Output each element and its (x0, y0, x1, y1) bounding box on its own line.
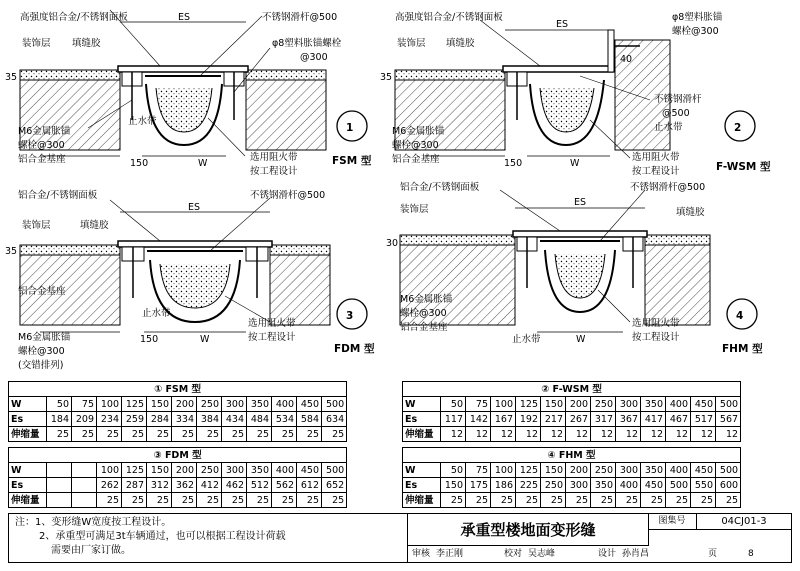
dim-40: 40 (620, 54, 633, 65)
table-cell: 75 (466, 397, 491, 412)
table-cell: 12 (566, 427, 591, 442)
table-cell: 12 (641, 427, 666, 442)
table-cell: 350 (247, 463, 272, 478)
leader (500, 190, 560, 231)
label-fire: 选用阻火带 (248, 318, 296, 329)
fire-barrier (555, 254, 605, 298)
dim-150: 150 (504, 158, 523, 169)
fire-barrier (160, 264, 230, 308)
table-cell: 150 (541, 397, 566, 412)
note-line: 需要由厂家订做。 (51, 545, 131, 556)
table-cell: 467 (666, 412, 691, 427)
detail-fhm (386, 181, 763, 355)
table-cell: 600 (716, 478, 741, 493)
table-row (9, 493, 347, 508)
table-row (403, 412, 741, 427)
table-cell: 500 (716, 463, 741, 478)
table-cell (47, 493, 72, 508)
row-header: Es (9, 412, 47, 427)
table-cell: 350 (247, 397, 272, 412)
atlas-number: 04CJ01-3 (696, 514, 792, 530)
dim-es: ES (178, 12, 191, 23)
table-cell: 12 (516, 427, 541, 442)
signature-row (408, 545, 792, 564)
label-slide-bar: 不锈钢滑杆 (654, 94, 702, 105)
table-cell: 50 (441, 397, 466, 412)
table-cell: 550 (691, 478, 716, 493)
dim-es: ES (574, 197, 587, 208)
drawing-title: 承重型楼地面变形缝 (408, 514, 649, 546)
table-row (403, 493, 741, 508)
table-cell: 25 (247, 493, 272, 508)
table-cell: 412 (197, 478, 222, 493)
table-cell: 100 (491, 397, 516, 412)
label-base: 铝合金基座 (18, 286, 66, 297)
cover-plate (513, 231, 647, 237)
table-cell: 400 (272, 397, 297, 412)
check-name: 吴志峰 (528, 549, 556, 559)
table-cell: 234 (97, 412, 122, 427)
table-cell: 25 (322, 493, 347, 508)
label-waterstop: 止水带 (128, 116, 157, 127)
label-fire: 选用阻火带 (632, 318, 680, 329)
table-cell: 500 (716, 397, 741, 412)
table-cell: 284 (147, 412, 172, 427)
table-cell: 75 (72, 397, 97, 412)
table-cell: 317 (591, 412, 616, 427)
dim-35: 35 (5, 246, 18, 257)
table-cell: 512 (247, 478, 272, 493)
table-cell: 125 (122, 463, 147, 478)
table-row (403, 478, 741, 493)
table-cell: 25 (491, 493, 516, 508)
wall-angle (608, 30, 614, 72)
table-cell: 25 (691, 493, 716, 508)
label-finish: 装饰层 (22, 38, 51, 49)
slab-right (645, 245, 710, 325)
label-waterstop: 止水带 (512, 334, 541, 345)
dim-w: W (576, 334, 586, 345)
table-cell: 100 (491, 463, 516, 478)
dim-w: W (570, 158, 580, 169)
table-cell: 400 (272, 463, 297, 478)
table-row (9, 412, 347, 427)
table-cell: 300 (616, 463, 641, 478)
label-slide-bar: 不锈钢滑杆@500 (630, 182, 706, 193)
table-cell: 584 (297, 412, 322, 427)
table-cell: 450 (641, 478, 666, 493)
label-base: 铝合金基座 (400, 322, 448, 333)
detail-number: 4 (736, 310, 744, 322)
table-cell: 25 (716, 493, 741, 508)
table-cell: 200 (172, 463, 197, 478)
table-cell: 25 (122, 493, 147, 508)
spec-table (402, 447, 741, 508)
table-cell: 150 (147, 397, 172, 412)
table-cell: 250 (541, 478, 566, 493)
table-row (9, 478, 347, 493)
detail-number: 3 (346, 310, 354, 322)
table-cell: 300 (616, 397, 641, 412)
design-name: 孙肖昌 (622, 549, 650, 559)
label-fire: 选用阻火带 (250, 152, 298, 163)
label-m6-spacing: 螺栓@300 (18, 140, 65, 151)
table-cell: 12 (491, 427, 516, 442)
table-cell: 25 (147, 493, 172, 508)
table-cell: 350 (641, 397, 666, 412)
label-m6: M6金属胀锚 (18, 332, 71, 343)
dim-150: 150 (130, 158, 149, 169)
table-row (403, 427, 741, 442)
label-finish: 装饰层 (22, 220, 51, 231)
leader (208, 118, 245, 156)
label-base: 铝合金基座 (18, 154, 66, 165)
table-cell: 209 (72, 412, 97, 427)
table-cell: 250 (591, 397, 616, 412)
table-cell: 25 (297, 493, 322, 508)
label-panel: 高强度铝合金/不锈钢面板 (20, 12, 128, 23)
table-cell: 12 (466, 427, 491, 442)
fire-barrier (540, 88, 594, 132)
leader (110, 200, 160, 241)
table-cell: 434 (222, 412, 247, 427)
label-finish: 装饰层 (397, 38, 426, 49)
table-cell: 25 (272, 427, 297, 442)
label-panel: 铝合金/不锈钢面板 (400, 182, 480, 193)
label-slide-bar: 不锈钢滑杆@500 (262, 12, 338, 23)
table-cell: 500 (322, 397, 347, 412)
table-cell: 25 (147, 427, 172, 442)
table-cell: 225 (516, 478, 541, 493)
row-header: Es (403, 412, 441, 427)
table-cell: 192 (516, 412, 541, 427)
table-cell: 50 (441, 463, 466, 478)
table-cell (72, 478, 97, 493)
table-cell: 612 (297, 478, 322, 493)
detail-fdm (5, 189, 375, 371)
table-cell: 350 (591, 478, 616, 493)
notes (8, 513, 408, 563)
table-cell: 150 (147, 463, 172, 478)
table-cell: 25 (297, 427, 322, 442)
table-cell (47, 463, 72, 478)
table-caption: ③ FDM 型 (9, 448, 347, 463)
table-cell: 450 (297, 463, 322, 478)
fire-barrier (156, 88, 212, 132)
row-header: W (9, 463, 47, 478)
table-cell: 142 (466, 412, 491, 427)
page-number: 8 (748, 549, 754, 559)
label-staggered: (交错排列) (18, 360, 64, 371)
row-header: W (403, 397, 441, 412)
label-panel: 铝合金/不锈钢面板 (18, 190, 98, 201)
table-cell: 25 (222, 493, 247, 508)
table-cell: 25 (222, 427, 247, 442)
label-sealant: 填缝胶 (80, 220, 109, 231)
table-cell: 12 (441, 427, 466, 442)
finish-layer (20, 70, 120, 80)
table-cell: 12 (541, 427, 566, 442)
table-cell: 25 (566, 493, 591, 508)
check-label: 校对 (504, 549, 523, 559)
finish-layer (645, 235, 710, 245)
type-label: F-WSM 型 (716, 161, 771, 173)
cover-plate (118, 66, 248, 72)
label-m6: M6金属胀锚 (18, 126, 71, 137)
table-cell: 417 (641, 412, 666, 427)
label-anchor-spacing: @300 (300, 52, 328, 63)
table-cell: 384 (197, 412, 222, 427)
table-cell: 250 (197, 463, 222, 478)
cover-plate (118, 241, 272, 247)
label-waterstop: 止水带 (142, 308, 171, 319)
table-cell: 25 (97, 493, 122, 508)
atlas-label: 图集号 (648, 514, 697, 530)
table-cell: 75 (466, 463, 491, 478)
table-cell: 562 (272, 478, 297, 493)
row-header: 伸缩量 (9, 493, 47, 508)
label-sealant: 填缝胶 (446, 38, 475, 49)
review-label: 审核 (412, 549, 431, 559)
label-slide-spacing: @500 (662, 108, 690, 119)
dim-150: 150 (140, 334, 159, 345)
cover-plate (503, 66, 613, 72)
table-cell: 150 (441, 478, 466, 493)
table-cell: 652 (322, 478, 347, 493)
table-cell: 25 (516, 493, 541, 508)
table-cell (72, 493, 97, 508)
table-cell: 400 (666, 397, 691, 412)
table-cell: 125 (122, 397, 147, 412)
review-name: 李正刚 (436, 549, 464, 559)
table-cell: 312 (147, 478, 172, 493)
finish-layer (20, 245, 120, 255)
table-cell: 150 (541, 463, 566, 478)
table-cell: 100 (97, 397, 122, 412)
table-row (9, 397, 347, 412)
table-cell: 25 (172, 493, 197, 508)
label-slide-bar: 不锈钢滑杆@500 (250, 190, 326, 201)
design-label: 设计 (598, 549, 617, 559)
table-cell: 25 (641, 493, 666, 508)
table-cell: 400 (616, 478, 641, 493)
finish-layer (270, 245, 330, 255)
table-cell (47, 478, 72, 493)
table-cell: 25 (122, 427, 147, 442)
table-cell: 484 (247, 412, 272, 427)
table-cell: 50 (47, 397, 72, 412)
label-m6-spacing: 螺栓@300 (400, 308, 447, 319)
dim-35: 35 (5, 72, 18, 83)
finish-layer (395, 70, 505, 80)
table-cell: 12 (591, 427, 616, 442)
table-cell: 100 (97, 463, 122, 478)
detail-number: 1 (346, 122, 354, 134)
table-cell: 117 (441, 412, 466, 427)
detail-number: 2 (734, 122, 742, 134)
table-cell: 217 (541, 412, 566, 427)
table-caption: ② F-WSM 型 (403, 382, 741, 397)
table-cell: 25 (72, 427, 97, 442)
label-per-design: 按工程设计 (632, 332, 680, 343)
table-cell: 634 (322, 412, 347, 427)
table-cell: 12 (716, 427, 741, 442)
label-m6: M6金属胀锚 (392, 126, 445, 137)
table-cell: 450 (691, 463, 716, 478)
detail-fsm (5, 10, 372, 177)
row-header: Es (403, 478, 441, 493)
label-per-design: 按工程设计 (250, 166, 298, 177)
type-label: FHM 型 (722, 343, 763, 355)
dim-w: W (198, 158, 208, 169)
row-header: W (403, 463, 441, 478)
table-row (403, 463, 741, 478)
table-row (403, 397, 741, 412)
type-label: FSM 型 (332, 155, 372, 167)
table-cell: 167 (491, 412, 516, 427)
row-header: Es (9, 478, 47, 493)
label-base: 铝合金基座 (392, 154, 440, 165)
label-per-design: 按工程设计 (248, 332, 296, 343)
label-anchor-spacing: 螺栓@300 (672, 26, 719, 37)
table-cell: 500 (322, 463, 347, 478)
spec-table (402, 381, 741, 442)
table-cell: 500 (666, 478, 691, 493)
page-label: 页 (708, 549, 718, 559)
finish-layer (246, 70, 326, 80)
label-finish: 装饰层 (400, 204, 429, 215)
table-cell: 200 (566, 463, 591, 478)
dim-w: W (200, 334, 210, 345)
label-anchor: φ8塑料胀锚 (672, 12, 723, 23)
table-cell: 450 (297, 397, 322, 412)
type-label: FDM 型 (334, 343, 375, 355)
row-header: 伸缩量 (403, 493, 441, 508)
table-cell: 175 (466, 478, 491, 493)
leader (480, 20, 540, 66)
note-line: 注：1、变形缝W宽度按工程设计。 (15, 517, 172, 528)
table-cell: 125 (516, 463, 541, 478)
table-cell: 300 (222, 463, 247, 478)
row-header: 伸缩量 (403, 427, 441, 442)
table-cell: 12 (616, 427, 641, 442)
table-cell: 184 (47, 412, 72, 427)
label-m6: M6金属胀锚 (400, 294, 453, 305)
table-cell: 450 (691, 397, 716, 412)
leader (598, 290, 630, 322)
label-sealant: 填缝胶 (676, 207, 705, 218)
label-waterstop: 止水带 (654, 122, 683, 133)
table-cell: 300 (222, 397, 247, 412)
finish-layer (400, 235, 515, 245)
label-m6-spacing: 螺栓@300 (392, 140, 439, 151)
label-per-design: 按工程设计 (632, 166, 680, 177)
table-cell: 287 (122, 478, 147, 493)
table-cell: 25 (591, 493, 616, 508)
row-header: W (9, 397, 47, 412)
table-cell: 200 (172, 397, 197, 412)
label-panel: 高强度铝合金/不锈钢面板 (395, 12, 503, 23)
table-cell: 334 (172, 412, 197, 427)
table-cell: 25 (197, 427, 222, 442)
table-cell: 12 (666, 427, 691, 442)
table-cell: 25 (97, 427, 122, 442)
table-cell: 259 (122, 412, 147, 427)
table-cell: 250 (197, 397, 222, 412)
table-caption: ④ FHM 型 (403, 448, 741, 463)
table-cell: 367 (616, 412, 641, 427)
table-cell: 25 (197, 493, 222, 508)
dim-es: ES (188, 202, 201, 213)
table-cell: 250 (591, 463, 616, 478)
table-cell (72, 463, 97, 478)
table-cell: 25 (47, 427, 72, 442)
table-cell: 200 (566, 397, 591, 412)
spec-table (8, 381, 347, 442)
note-line: 2、承重型可满足3t车辆通过，也可以根据工程设计荷载 (39, 531, 286, 542)
label-fire: 选用阻火带 (632, 152, 680, 163)
table-cell: 25 (541, 493, 566, 508)
table-cell: 25 (616, 493, 641, 508)
label-m6-spacing: 螺栓@300 (18, 346, 65, 357)
table-cell: 462 (222, 478, 247, 493)
table-cell: 267 (566, 412, 591, 427)
table-caption: ① FSM 型 (9, 382, 347, 397)
table-cell: 25 (247, 427, 272, 442)
table-cell: 534 (272, 412, 297, 427)
slab-right (270, 255, 330, 325)
table-row (9, 463, 347, 478)
dim-es: ES (556, 19, 569, 30)
table-cell: 25 (322, 427, 347, 442)
table-cell: 25 (466, 493, 491, 508)
dim-30: 30 (386, 238, 399, 249)
dimension-tables (8, 381, 792, 511)
dim-35: 35 (380, 72, 393, 83)
table-cell: 300 (566, 478, 591, 493)
table-cell: 567 (716, 412, 741, 427)
spec-table (8, 447, 347, 508)
table-cell: 362 (172, 478, 197, 493)
table-cell: 517 (691, 412, 716, 427)
table-cell: 400 (666, 463, 691, 478)
table-cell: 12 (691, 427, 716, 442)
table-cell: 125 (516, 397, 541, 412)
table-cell: 186 (491, 478, 516, 493)
label-anchor: φ8塑料胀锚螺栓 (272, 38, 342, 49)
detail-f-wsm (380, 11, 771, 177)
label-sealant: 填缝胶 (72, 38, 101, 49)
table-cell: 350 (641, 463, 666, 478)
table-row (9, 427, 347, 442)
row-header: 伸缩量 (9, 427, 47, 442)
table-cell: 262 (97, 478, 122, 493)
title-block (408, 513, 792, 563)
table-cell: 25 (666, 493, 691, 508)
table-cell: 25 (272, 493, 297, 508)
slab-right (246, 80, 326, 150)
table-cell: 25 (172, 427, 197, 442)
table-cell: 25 (441, 493, 466, 508)
